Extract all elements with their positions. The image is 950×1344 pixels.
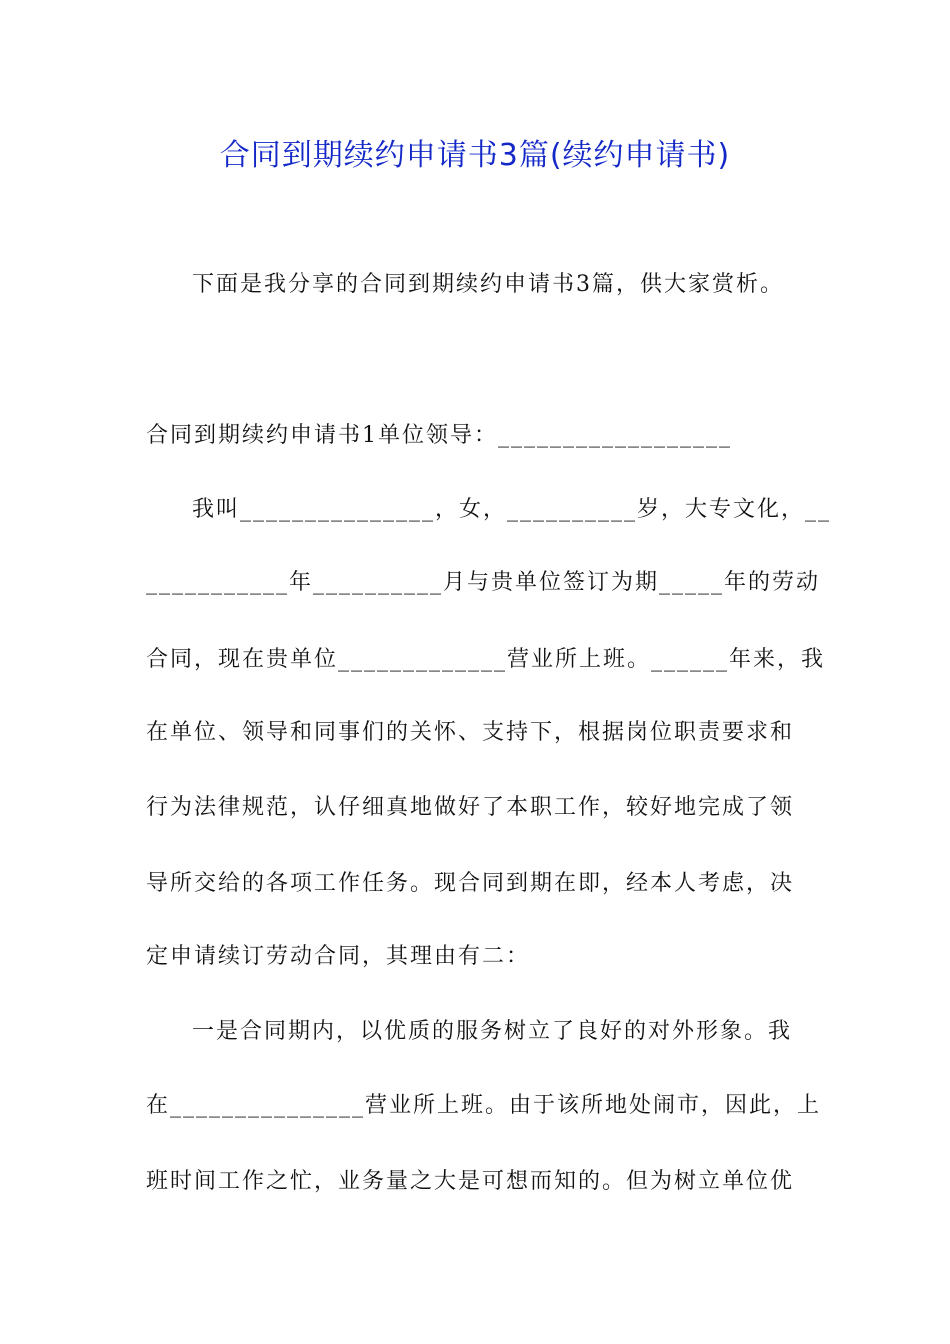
body-line-1: 合同到期续约申请书1单位领导：__________________ — [146, 423, 732, 448]
document-title: 合同到期续约申请书3篇(续约申请书) — [219, 138, 731, 173]
body-line-11: 班时间工作之忙，业务量之大是可想而知的。但为树立单位优 — [146, 1169, 795, 1194]
body-line-7: 导所交给的各项工作任务。现合同到期在即，经本人考虑，决 — [146, 871, 795, 896]
body-line-3: ___________年__________月与贵单位签订为期_____年的劳动 — [146, 570, 821, 595]
body-line-8: 定申请续订劳动合同，其理由有二： — [146, 944, 531, 969]
body-line-6: 行为法律规范，认仔细真地做好了本职工作，较好地完成了领 — [146, 795, 795, 820]
body-line-10: 在_______________营业所上班。由于该所地处闹市，因此，上 — [146, 1093, 822, 1118]
body-line-2: 我叫_______________，女，__________岁，大专文化，__ — [192, 497, 832, 522]
body-line-5: 在单位、领导和同事们的关怀、支持下，根据岗位职责要求和 — [146, 720, 795, 745]
body-line-9: 一是合同期内，以优质的服务树立了良好的对外形象。我 — [192, 1019, 793, 1044]
body-line-4: 合同，现在贵单位_____________营业所上班。______年来，我 — [146, 647, 826, 672]
intro-paragraph: 下面是我分享的合同到期续约申请书3篇，供大家赏析。 — [192, 272, 784, 297]
